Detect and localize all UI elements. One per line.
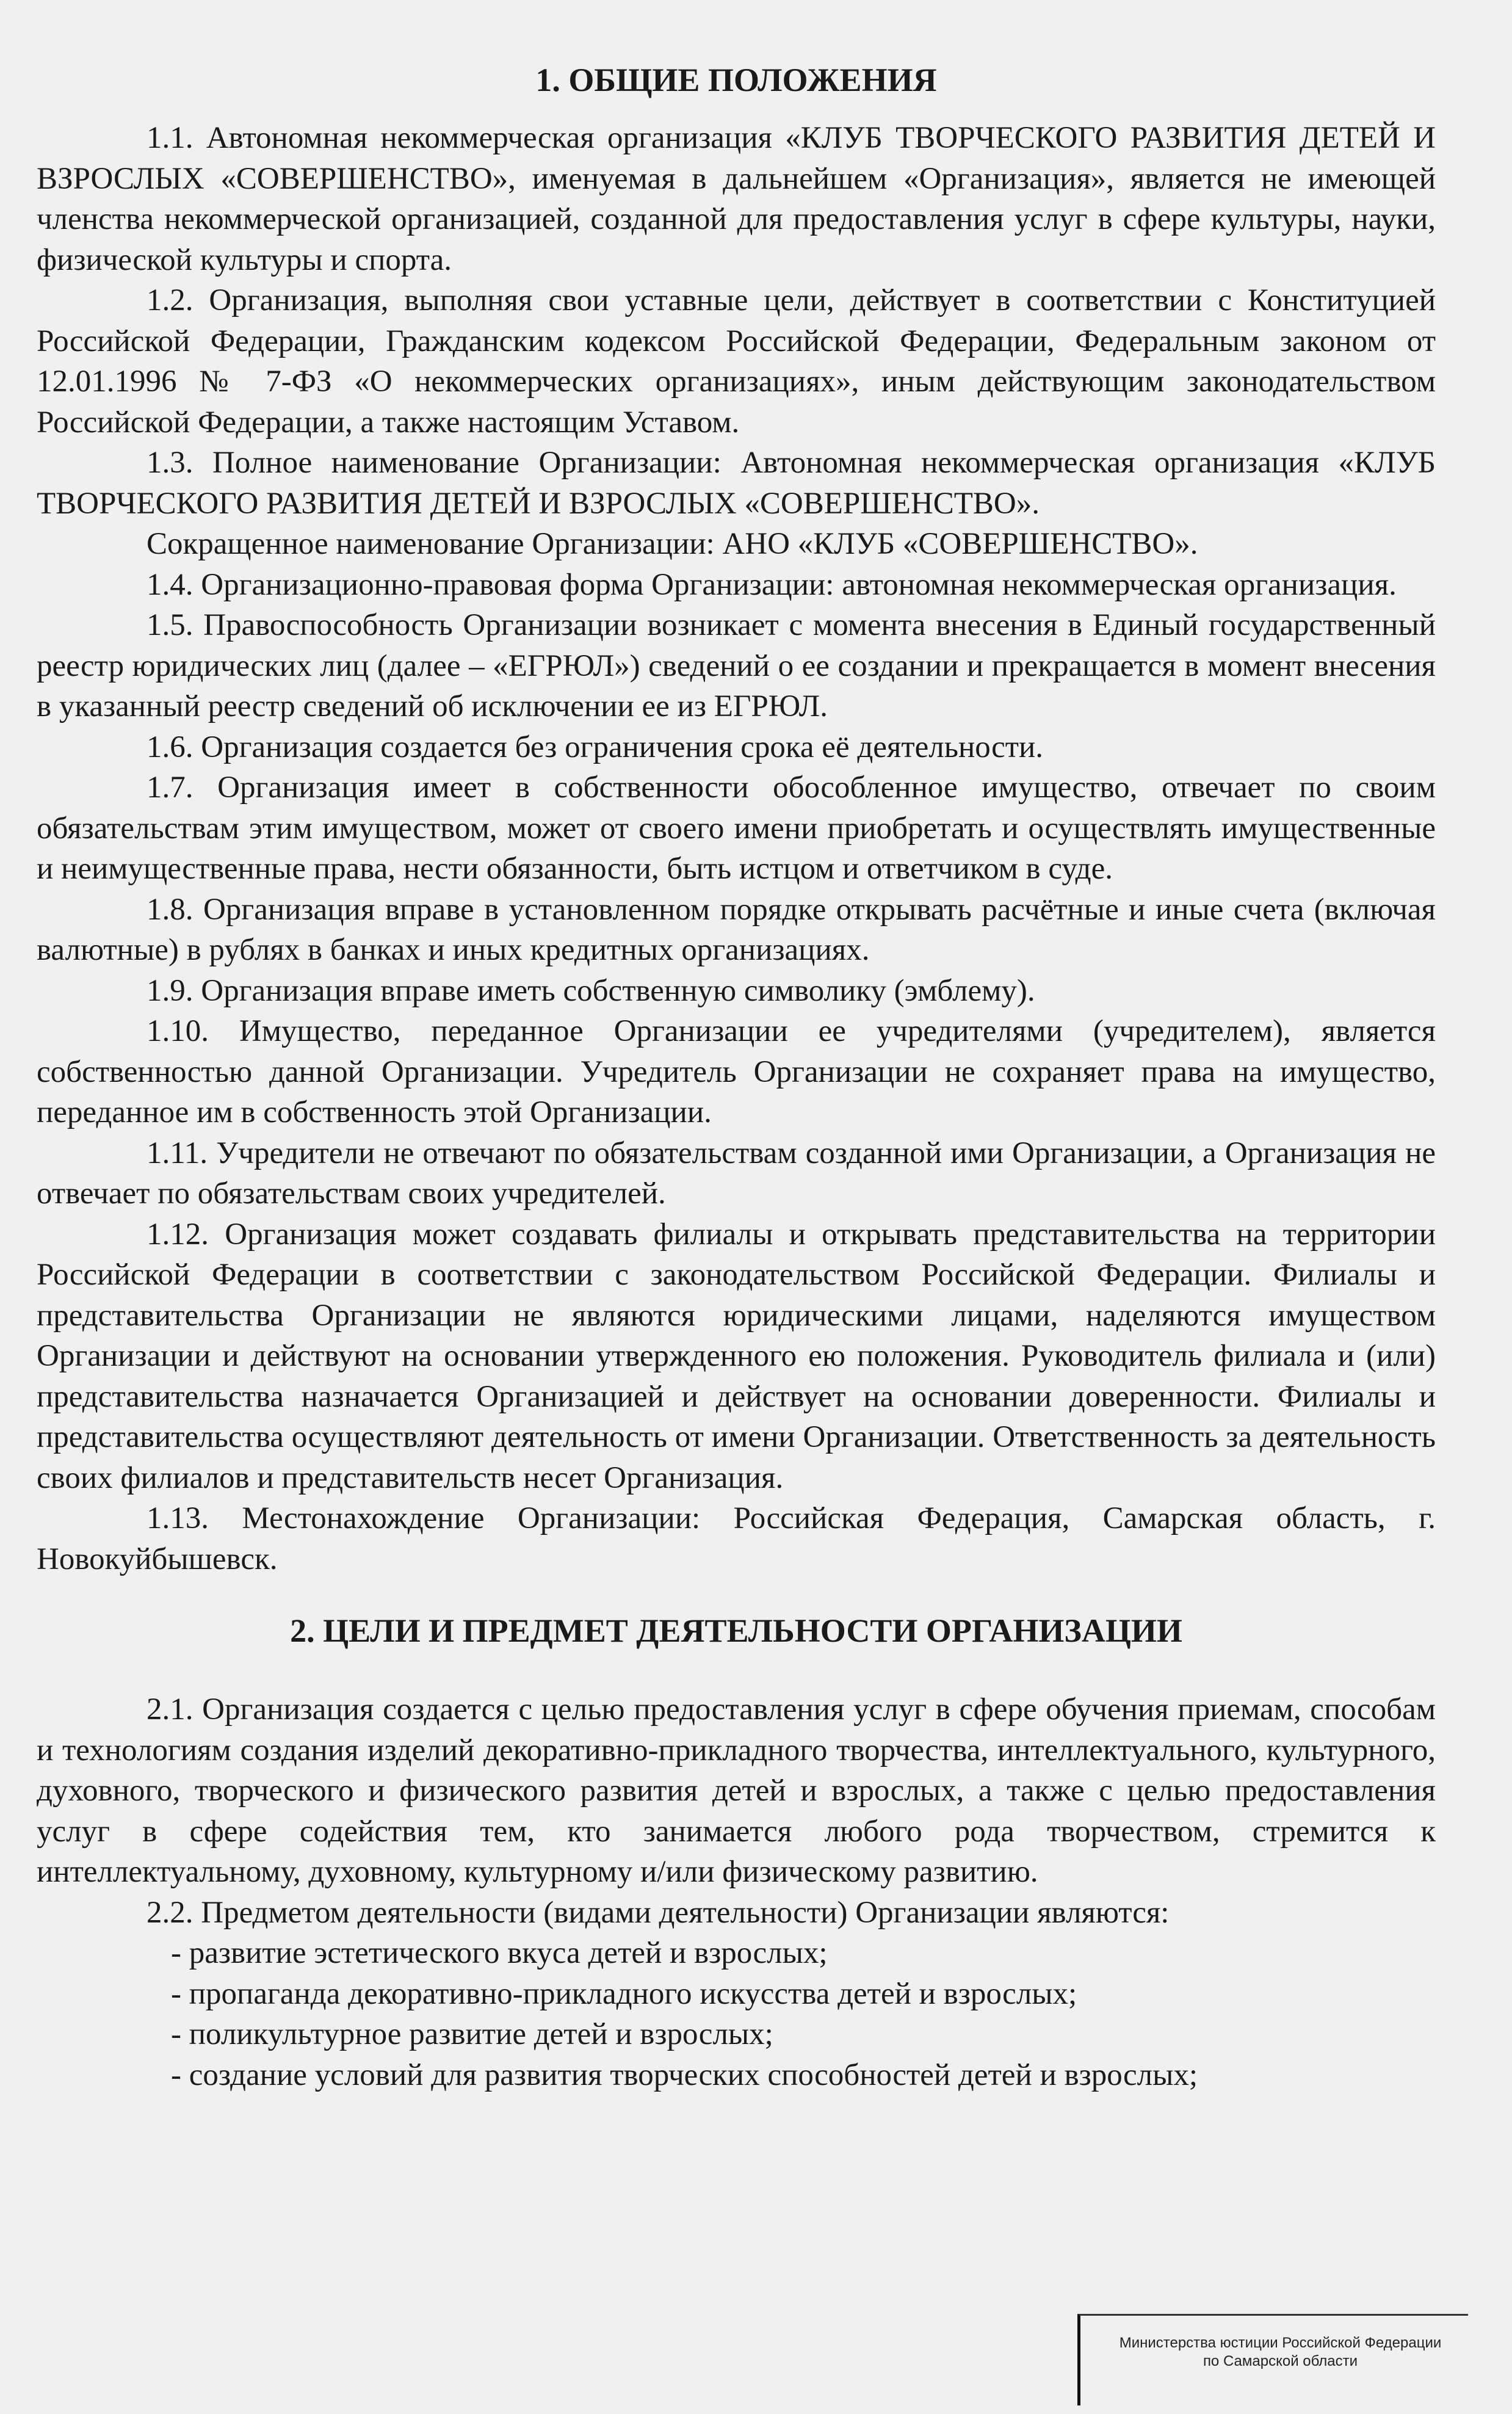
list-item: - развитие эстетического вкуса детей и взрослых; [171,1936,828,1970]
paragraph-1-4: 1.4. Организационно-правовая форма Организации: автономная некоммерческая организация. [146,567,1397,602]
registration-stamp [1077,2314,1468,2405]
paragraph-1-13: 1.13. Местонахождение Организации: Российская Федерация, Самарская область, г. Новокуйбышевск. [37,1501,1436,1576]
section-2-title: 2. ЦЕЛИ И ПРЕДМЕТ ДЕЯТЕЛЬНОСТИ ОРГАНИЗАЦИИ [290,1612,1182,1649]
list-item: - создание условий для развития творческих способностей детей и взрослых; [171,2057,1198,2092]
list-item: - пропаганда декоративно-прикладного искусства детей и взрослых; [171,1976,1077,2011]
paragraph-2-2: 2.2. Предметом деятельности (видами деятельности) Организации являются: [146,1895,1170,1930]
paragraph-1-10: 1.10. Имущество, переданное Организации ее учредителями (учредителем), является собственностью данной Организации. Учредитель Организации не сохраняет права на имущество, переданное им в собственность этой Организации. [37,1014,1436,1129]
paragraph-1-9: 1.9. Организация вправе иметь собственную символику (эмблему). [146,973,1035,1008]
paragraph-1-8: 1.8. Организация вправе в установленном порядке открывать расчётные и иные счета (включая валютные) в рублях в банках и иных кредитных организациях. [37,892,1436,967]
stamp-line-1: Министерства юстиции Российской Федерации [1119,2335,1442,2351]
stamp-line-2: по Самарской области [1203,2353,1358,2369]
paragraph-1-5: 1.5. Правоспособность Организации возникает с момента внесения в Единый государственный реестр юридических лиц (далее – «ЕГРЮЛ») сведений о ее создании и прекращается в момент внесения в указанный реестр сведений об исключении ее из ЕГРЮЛ. [37,608,1436,723]
section-1-title: 1. ОБЩИЕ ПОЛОЖЕНИЯ [535,62,937,98]
paragraph-1-1: 1.1. Автономная некоммерческая организация «КЛУБ ТВОРЧЕСКОГО РАЗВИТИЯ ДЕТЕЙ И ВЗРОСЛЫХ «СОВЕРШЕНСТВО», именуемая в дальнейшем «Организация», является не имеющей членства некоммерческой организацией, созданной для предоставления услуг в сфере культуры, науки, физической культуры и спорта. [37,121,1436,277]
paragraph-1-12: 1.12. Организация может создавать филиалы и открывать представительства на территории Российской Федерации в соответствии с законодательством Российской Федерации. Филиалы и представительства Организации не являются юридическими лицами, наделяются имуществом Организации и действуют на основании утвержденного ею положения. Руководитель филиала и (или) представительства назначается Организацией и действует на основании доверенности. Филиалы и представительства осуществляют деятельность от имени Организации. Ответственность за деятельность своих филиалов и представительств несет Организация. [37,1217,1436,1495]
paragraph-short-name: Сокращенное наименование Организации: АНО «КЛУБ «СОВЕРШЕНСТВО». [146,527,1198,561]
paragraph-2-1: 2.1. Организация создается с целью предоставления услуг в сфере обучения приемам, способам и технологиям создания изделий декоративно-прикладного творчества, интеллектуального, культурного, духовного, творческого и физического развития детей и взрослых, а также с целью предоставления услуг в сфере содействия тем, кто занимается любого рода творчеством, стремится к интеллектуальному, духовному, культурному и/или физическому развитию. [37,1692,1436,1889]
paragraph-1-11: 1.11. Учредители не отвечают по обязательствам созданной ими Организации, а Организация не отвечает по обязательствам своих учредителей. [37,1136,1436,1211]
list-item: - поликультурное развитие детей и взрослых; [171,2017,773,2051]
activities-list [37,1933,1436,2095]
paragraph-1-2: 1.2. Организация, выполняя свои уставные цели, действует в соответствии с Конституцией Российской Федерации, Гражданским кодексом Российской Федерации, Федеральным законом от 12.01.1996 № 7-ФЗ «О некоммерческих организациях», иным действующим законодательством Российской Федерации, а также настоящим Уставом. [37,283,1436,440]
paragraph-1-3: 1.3. Полное наименование Организации: Автономная некоммерческая организация «КЛУБ ТВОРЧЕСКОГО РАЗВИТИЯ ДЕТЕЙ И ВЗРОСЛЫХ «СОВЕРШЕНСТВО». [37,446,1436,521]
paragraph-1-6: 1.6. Организация создается без ограничения срока её деятельности. [146,730,1044,764]
paragraph-1-7: 1.7. Организация имеет в собственности обособленное имущество, отвечает по своим обязательствам этим имуществом, может от своего имени приобретать и осуществлять имущественные и неимущественные права, нести обязанности, быть истцом и ответчиком в суде. [37,770,1436,886]
